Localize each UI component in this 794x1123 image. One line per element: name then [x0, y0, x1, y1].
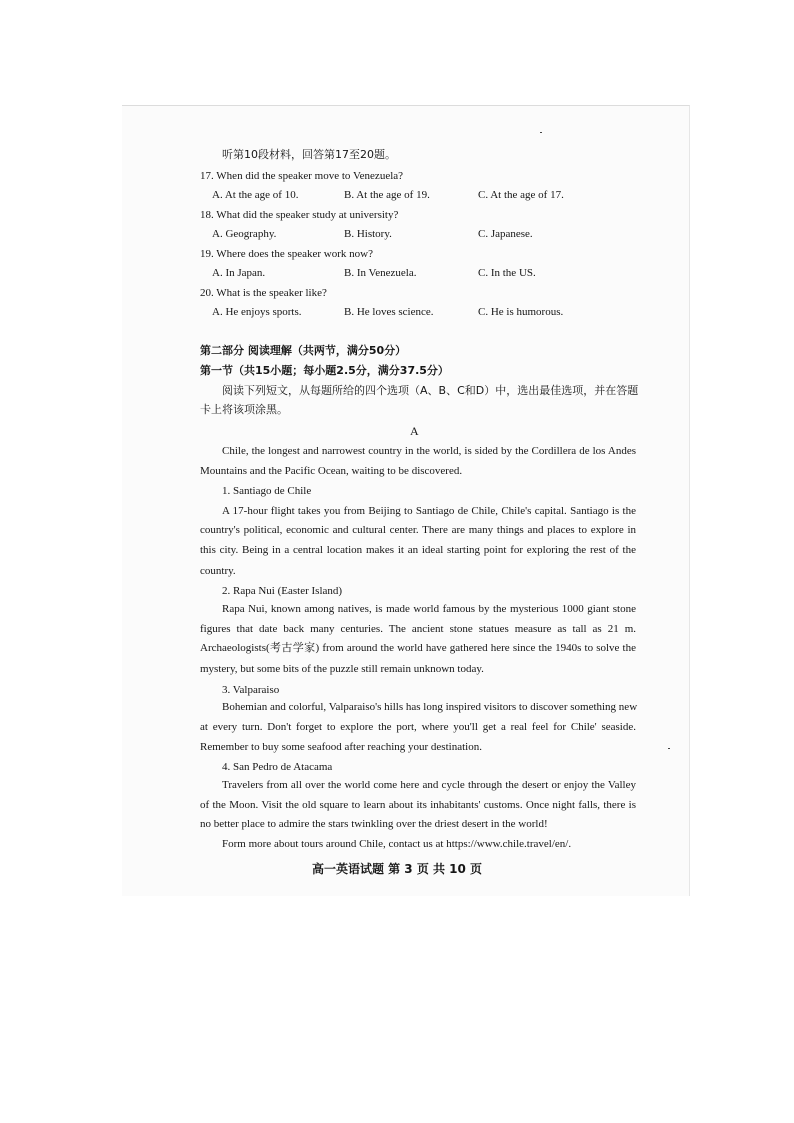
passage-line: Archaeologists(考古学家) from around the world have gathered here since the 1940s to solve the	[200, 642, 636, 654]
question-17-stem: 17. When did the speaker move to Venezuela?	[200, 170, 404, 182]
scan-speck	[540, 132, 542, 133]
question-20-option-b: B. He loves science.	[344, 306, 434, 318]
question-18-option-b: B. History.	[344, 228, 392, 240]
question-17-option-a: A. At the age of 10.	[212, 189, 299, 201]
question-20-option-c: C. He is humorous.	[478, 306, 564, 318]
passage-line: A 17-hour flight takes you from Beijing to Santiago de Chile, Chile's capital. Santiago is the	[222, 505, 636, 517]
part-two-title: 第二部分 阅读理解（共两节，满分50分）	[200, 344, 407, 357]
passage-closing-line: Form more about tours around Chile, contact us at https://www.chile.travel/en/.	[222, 838, 572, 850]
reading-instruction-line-2: 卡上将该项涂黑。	[200, 403, 288, 416]
question-19-stem: 19. Where does the speaker work now?	[200, 248, 373, 260]
passage-line: mystery, but some bits of the puzzle still remain unknown today.	[200, 663, 484, 675]
passage-line: Mountains and the Pacific Ocean, waiting to be discovered.	[200, 465, 463, 477]
passage-subheading: 3. Valparaiso	[222, 684, 280, 696]
question-17-option-c: C. At the age of 17.	[478, 189, 564, 201]
passage-line: Chile, the longest and narrowest country in the world, is sided by the Cordillera de los Andes	[222, 445, 636, 457]
page-footer: 高一英语试题 第 3 页 共 10 页	[311, 862, 483, 876]
passage-line: no better place to admire the stars twinkling over the driest desert in the world!	[200, 818, 548, 830]
question-18-stem: 18. What did the speaker study at university?	[200, 209, 399, 221]
passage-line: Remember to buy some seafood after reaching your destination.	[200, 741, 482, 753]
passage-line: figures that date back many centuries. The ancient stone statues measure as tall as 21 m.	[200, 623, 636, 635]
passage-line: country.	[200, 565, 236, 577]
passage-line: this city. Being in a central location makes it an ideal starting point for exploring the rest of the	[200, 544, 636, 556]
passage-line: at every turn. Don't forget to explore the port, where you'll get a real feel for Chile' seaside.	[200, 721, 636, 733]
passage-subheading: 1. Santiago de Chile	[222, 485, 312, 497]
passage-label: A	[410, 424, 419, 438]
reading-instruction-line-1: 阅读下列短文，从每题所给的四个选项（A、B、C和D）中，选出最佳选项，并在答题	[222, 384, 639, 397]
question-20-option-a: A. He enjoys sports.	[212, 306, 302, 318]
passage-line: of the Moon. Visit the old square to learn about its inhabitants' customs. Once night falls, there is	[200, 799, 636, 811]
question-17-option-b: B. At the age of 19.	[344, 189, 430, 201]
section-one-title: 第一节（共15小题；每小题2.5分，满分37.5分）	[200, 364, 449, 377]
listening-intro: 听第10段材料，回答第17至20题。	[222, 148, 396, 161]
passage-line: country's political, economic and cultural center. There are many things and places to explore in	[200, 524, 636, 536]
question-19-option-c: C. In the US.	[478, 267, 536, 279]
passage-subheading: 4. San Pedro de Atacama	[222, 761, 333, 773]
question-18-option-c: C. Japanese.	[478, 228, 533, 240]
question-20-stem: 20. What is the speaker like?	[200, 287, 327, 299]
passage-line: Bohemian and colorful, Valparaiso's hills has long inspired visitors to discover something new	[222, 701, 638, 713]
question-19-option-b: B. In Venezuela.	[344, 267, 417, 279]
question-19-option-a: A. In Japan.	[212, 267, 266, 279]
passage-line: Rapa Nui, known among natives, is made world famous by the mysterious 1000 giant stone	[222, 603, 636, 615]
question-18-option-a: A. Geography.	[212, 228, 277, 240]
passage-subheading: 2. Rapa Nui (Easter Island)	[222, 585, 343, 597]
passage-line: Travelers from all over the world come here and cycle through the desert or enjoy the Valley	[222, 779, 636, 791]
scan-speck	[668, 748, 670, 749]
